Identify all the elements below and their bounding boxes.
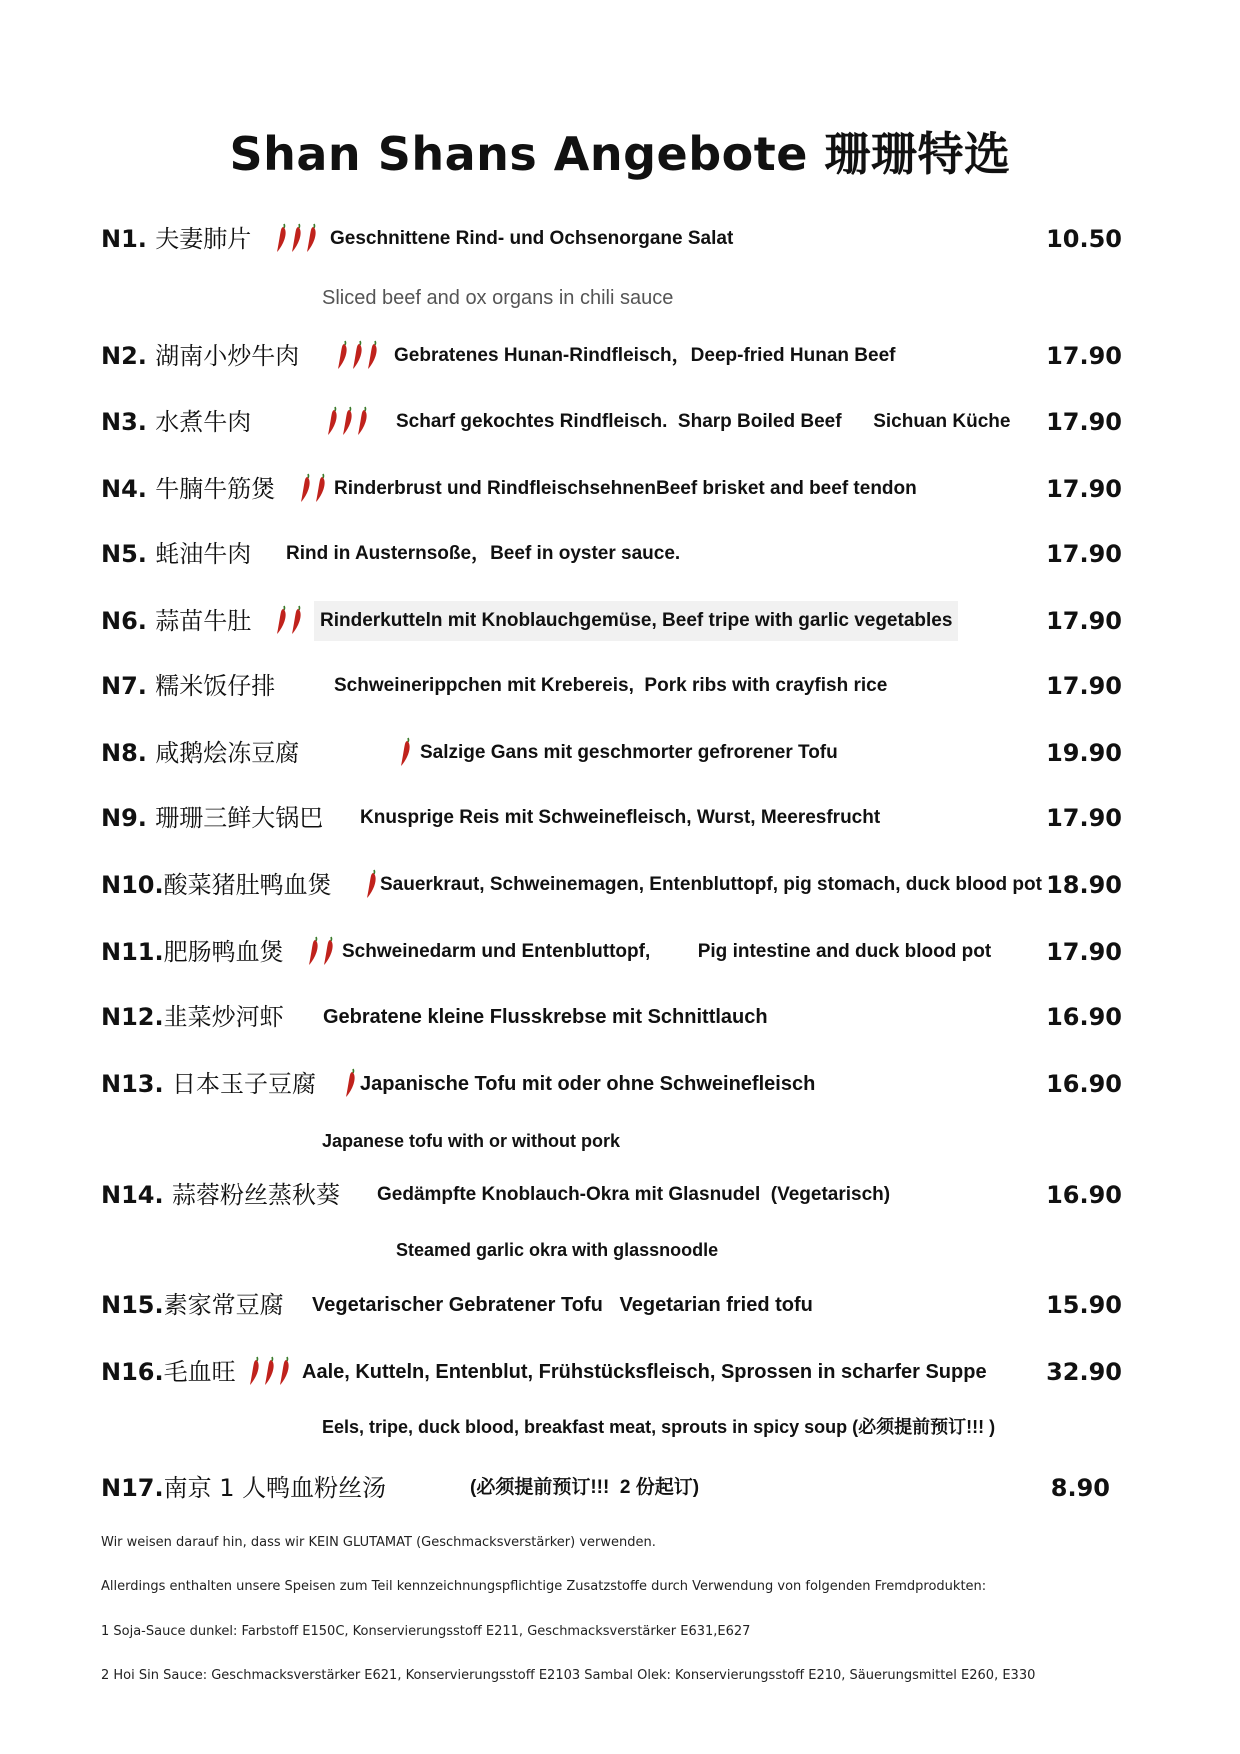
chili-rating [276, 605, 306, 637]
item-description: Salzige Gans mit geschmorter gefrorener Tofu [420, 742, 838, 763]
chili-rating [366, 869, 381, 901]
menu-item [0, 219, 1240, 259]
note-additives: Allerdings enthalten unsere Speisen zum Teil kennzeichnungspflichtige Zusatzstoffe durch Verwendung von folgenden Fremdprodukten: [101, 1579, 987, 1594]
item-price: 16.90 [1046, 1003, 1122, 1031]
item-description: Gebratene kleine Flusskrebse mit Schnittlauch [323, 1006, 768, 1028]
item-description: Knusprige Reis mit Schweinefleisch, Wurst, Meeresfrucht [360, 807, 881, 828]
item-code: N1. 夫妻肺片 [101, 225, 252, 253]
menu-item [0, 336, 1240, 376]
item-chinese-name: 南京 1 人鸭血粉丝汤 [163, 1474, 387, 1502]
item-price: 16.90 [1046, 1181, 1122, 1209]
item-chinese-name: 珊珊三鲜大锅巴 [155, 804, 324, 832]
item-code: N15.素家常豆腐 [101, 1291, 284, 1319]
note-glutamate: Wir weisen darauf hin, dass wir KEIN GLUTAMAT (Geschmacksverstärker) verwenden. [101, 1535, 656, 1550]
item-code: N14. 蒜蓉粉丝蒸秋葵 [101, 1181, 340, 1209]
item-description: Geschnittene Rind- und Ochsenorgane Salat [330, 228, 734, 249]
item-code: N5. 蚝油牛肉 [101, 540, 252, 568]
menu-item [0, 733, 1240, 773]
chili-pepper-icon [306, 223, 318, 253]
item-chinese-name: 牛腩牛筋煲 [155, 475, 276, 503]
item-code: N12.韭菜炒河虾 [101, 1003, 284, 1031]
chili-pepper-icon [279, 1356, 291, 1386]
chili-pepper-icon [249, 1356, 261, 1386]
item-code: N10.酸菜猪肚鸭血煲 [101, 871, 332, 899]
item-code: N17.南京 1 人鸭血粉丝汤 [101, 1474, 387, 1502]
chili-pepper-icon [264, 1356, 276, 1386]
item-chinese-name: 毛血旺 [163, 1358, 236, 1386]
item-description: Sauerkraut, Schweinemagen, Entenbluttopf, pig stomach, duck blood pot [380, 874, 1042, 895]
note-hoisin-sauce: 2 Hoi Sin Sauce: Geschmacksverstärker E621, Konservierungsstoff E2103 Sambal Olek: Konservierungsstoff E210, Säuerungsmittel E260, E330 [101, 1668, 1036, 1683]
chili-pepper-icon [400, 737, 412, 767]
menu-item [0, 534, 1240, 574]
menu-item [0, 469, 1240, 509]
chili-rating [327, 406, 372, 438]
menu-item [0, 1285, 1240, 1325]
item-code: N2. 湖南小炒牛肉 [101, 342, 300, 370]
item-price: 17.90 [1046, 672, 1122, 700]
item-code: N9. 珊珊三鲜大锅巴 [101, 804, 324, 832]
item-chinese-name: 蚝油牛肉 [155, 540, 252, 568]
item-code: N13. 日本玉子豆腐 [101, 1070, 316, 1098]
item-price: 17.90 [1046, 938, 1122, 966]
chili-pepper-icon [342, 406, 354, 436]
item-price: 17.90 [1046, 408, 1122, 436]
item-chinese-name: 肥肠鸭血煲 [163, 938, 284, 966]
item-chinese-name: 酸菜猪肚鸭血煲 [163, 871, 332, 899]
item-price: 10.50 [1046, 225, 1122, 253]
menu-item [0, 798, 1240, 838]
chili-rating [337, 340, 382, 372]
item-price: 19.90 [1046, 739, 1122, 767]
chili-pepper-icon [327, 406, 339, 436]
chili-pepper-icon [323, 936, 335, 966]
chili-rating [249, 1356, 294, 1388]
item-subtitle: Steamed garlic okra with glassnoodle [396, 1240, 719, 1260]
chili-pepper-icon [276, 605, 288, 635]
menu-item [0, 932, 1240, 972]
page-title: Shan Shans Angebote 珊珊特选 [229, 127, 1011, 181]
chili-pepper-icon [300, 473, 312, 503]
item-subtitle: Sliced beef and ox organs in chili sauce [322, 287, 674, 309]
item-description: Aale, Kutteln, Entenblut, Frühstücksfleisch, Sprossen in scharfer Suppe [302, 1361, 987, 1383]
item-price: 17.90 [1046, 475, 1122, 503]
item-chinese-name: 水煮牛肉 [155, 408, 252, 436]
chili-pepper-icon [367, 340, 379, 370]
menu-item [0, 1064, 1240, 1104]
item-price: 17.90 [1046, 804, 1122, 832]
item-description: Schweinerippchen mit Krebereis, Pork ribs with crayfish rice [334, 675, 888, 696]
item-description: Japanische Tofu mit oder ohne Schweinefleisch [360, 1073, 816, 1095]
item-description: Schweinedarm und Entenbluttopf, Pig intestine and duck blood pot [342, 941, 992, 962]
menu-item [0, 601, 1240, 641]
chili-pepper-icon [308, 936, 320, 966]
item-chinese-name: 日本玉子豆腐 [171, 1070, 316, 1098]
chili-pepper-icon [315, 473, 327, 503]
menu-item [0, 1175, 1240, 1215]
item-chinese-name: 咸鹅烩冻豆腐 [155, 739, 300, 767]
menu-item [0, 997, 1240, 1037]
item-price: 16.90 [1046, 1070, 1122, 1098]
item-price: 15.90 [1046, 1291, 1122, 1319]
item-chinese-name: 蒜苗牛肚 [155, 607, 252, 635]
item-price: 32.90 [1046, 1358, 1122, 1386]
menu-item [0, 865, 1240, 905]
chili-rating [308, 936, 338, 968]
chili-rating [400, 737, 415, 769]
item-chinese-name: 糯米饭仔排 [155, 672, 276, 700]
item-chinese-name: 湖南小炒牛肉 [155, 342, 300, 370]
item-description: Gebratenes Hunan-Rindfleisch，Deep-fried Hunan Beef [394, 345, 896, 366]
item-code: N4. 牛腩牛筋煲 [101, 475, 276, 503]
menu-item [0, 402, 1240, 442]
chili-pepper-icon [276, 223, 288, 253]
item-description: Rinderkutteln mit Knoblauchgemüse, Beef tripe with garlic vegetables [314, 601, 958, 641]
item-subtitle: Japanese tofu with or without pork [322, 1131, 621, 1151]
item-chinese-name: 夫妻肺片 [155, 225, 252, 253]
item-price: 18.90 [1046, 871, 1122, 899]
item-description: (必须提前预订!!! 2 份起订) [470, 1477, 700, 1498]
chili-pepper-icon [357, 406, 369, 436]
menu-item [0, 1468, 1240, 1508]
chili-rating [345, 1068, 360, 1100]
item-description: Scharf gekochtes Rindfleisch. Sharp Boiled Beef Sichuan Küche [396, 411, 1011, 432]
item-code: N6. 蒜苗牛肚 [101, 607, 252, 635]
item-code: N8. 咸鹅烩冻豆腐 [101, 739, 300, 767]
chili-rating [276, 223, 321, 255]
chili-pepper-icon [345, 1068, 357, 1098]
item-code: N7. 糯米饭仔排 [101, 672, 276, 700]
chili-pepper-icon [337, 340, 349, 370]
note-soy-sauce: 1 Soja-Sauce dunkel: Farbstoff E150C, Konservierungsstoff E211, Geschmacksverstärker E631,E627 [101, 1624, 751, 1639]
chili-pepper-icon [352, 340, 364, 370]
item-code: N16.毛血旺 [101, 1358, 236, 1386]
item-subtitle: Eels, tripe, duck blood, breakfast meat, sprouts in spicy soup (必须提前预订!!! ) [322, 1417, 996, 1437]
chili-pepper-icon [366, 869, 378, 899]
item-chinese-name: 韭菜炒河虾 [163, 1003, 284, 1031]
item-chinese-name: 蒜蓉粉丝蒸秋葵 [171, 1181, 340, 1209]
item-description: Rinderbrust und RindfleischsehnenBeef brisket and beef tendon [334, 478, 917, 499]
item-price: 17.90 [1046, 342, 1122, 370]
item-price: 8.90 [1050, 1474, 1110, 1502]
chili-pepper-icon [291, 605, 303, 635]
chili-pepper-icon [291, 223, 303, 253]
chili-rating [300, 473, 330, 505]
item-price: 17.90 [1046, 540, 1122, 568]
item-chinese-name: 素家常豆腐 [163, 1291, 284, 1319]
item-description: Gedämpfte Knoblauch-Okra mit Glasnudel (Vegetarisch) [377, 1184, 891, 1205]
item-description: Rind in Austernsoße，Beef in oyster sauce. [286, 543, 681, 564]
menu-item [0, 666, 1240, 706]
item-description: Vegetarischer Gebratener Tofu Vegetarian fried tofu [312, 1294, 813, 1316]
item-code: N3. 水煮牛肉 [101, 408, 252, 436]
menu-item [0, 1352, 1240, 1392]
item-code: N11.肥肠鸭血煲 [101, 938, 284, 966]
item-price: 17.90 [1046, 607, 1122, 635]
